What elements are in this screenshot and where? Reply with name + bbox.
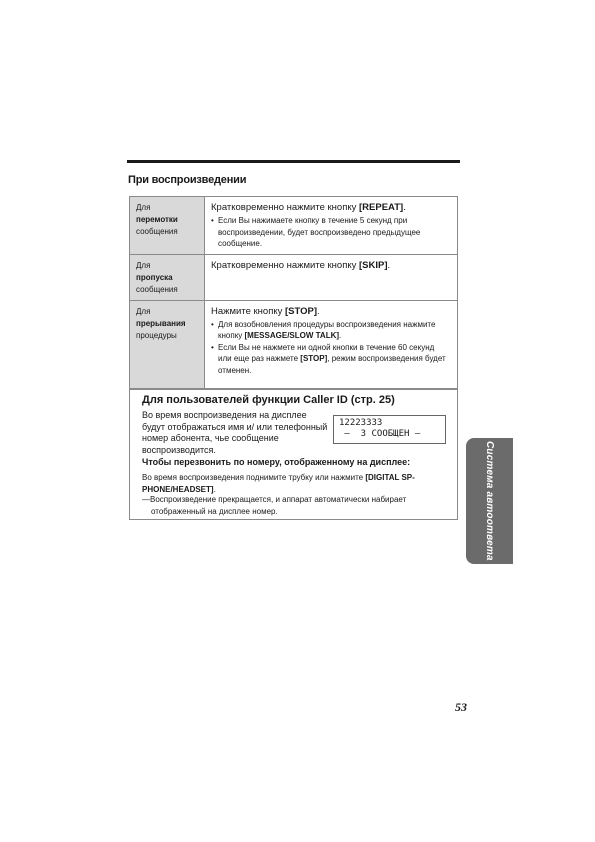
note-suffix: . bbox=[339, 331, 342, 340]
page-number: 53 bbox=[455, 700, 467, 714]
label-action: перемотки bbox=[136, 215, 178, 224]
callback-step-1 bbox=[142, 472, 447, 495]
row-instructions bbox=[205, 255, 457, 300]
note-text: Если Вы не нажмете ни одной кнопки в течение 60 секунд или еще раз нажмете bbox=[218, 342, 435, 363]
key-digital-sp-phone: [DIGITAL SP-PHONE/HEADSET] bbox=[142, 473, 415, 494]
key-repeat: [REPEAT] bbox=[359, 202, 404, 213]
label-action: пропуска bbox=[136, 272, 173, 282]
step-text: Во время воспроизведения поднимите трубку или нажмите bbox=[142, 473, 366, 482]
chapter-side-tab bbox=[466, 438, 513, 564]
label-top: Для bbox=[136, 203, 151, 212]
label-bottom: процедуры bbox=[136, 330, 177, 340]
label-top: Для bbox=[136, 260, 151, 270]
row-label bbox=[130, 197, 205, 254]
lcd-display bbox=[333, 415, 446, 444]
step-suffix: . bbox=[213, 484, 216, 494]
section-title: При воспроизведении bbox=[128, 174, 247, 186]
note-list bbox=[211, 215, 449, 250]
callback-step-2: —Воспроизведение прекращается, и аппарат автоматически набирает отображенный на дисплее номер. bbox=[142, 495, 407, 516]
table-row bbox=[130, 255, 457, 301]
row-label bbox=[130, 255, 205, 300]
main-instruction bbox=[211, 259, 449, 272]
label-bottom: сообщения bbox=[136, 284, 178, 294]
instruction-suffix: . bbox=[317, 305, 320, 317]
label-bottom: сообщения bbox=[136, 227, 178, 236]
key-stop: [STOP] bbox=[300, 354, 328, 363]
note-item: • Если Вы нажимаете кнопку в течение 5 секунд при воспроизведении, будет воспроизведено предыдущее сообщение. bbox=[211, 215, 449, 250]
note-suffix: , режим воспроизведения будет отменен. bbox=[218, 354, 446, 375]
main-instruction bbox=[211, 305, 449, 318]
instruction-text: Кратковременно нажмите кнопку bbox=[211, 259, 360, 271]
instruction-suffix: . bbox=[387, 259, 391, 271]
caller-id-description: Во время воспроизведения на дисплее будут отображаться имя и/ или телефонный номер абонента, чье сообщение воспроизводится. bbox=[142, 410, 328, 455]
row-instructions bbox=[205, 301, 457, 389]
row-instructions bbox=[205, 197, 457, 254]
instruction-suffix: . bbox=[403, 202, 406, 213]
key-message-slow-talk: [MESSAGE/SLOW TALK] bbox=[244, 331, 340, 340]
note-text: Для возобновления процедуры воспроизведения нажмите кнопку bbox=[218, 319, 436, 340]
note-list bbox=[211, 319, 449, 377]
table-row bbox=[130, 301, 457, 389]
section-rule bbox=[127, 160, 460, 163]
instruction-text: Кратковременно нажмите кнопку bbox=[211, 202, 360, 213]
lcd-line-2: – 3 СООБЩЕН – bbox=[339, 429, 421, 439]
lcd-line-1: 12223333 bbox=[339, 418, 383, 428]
playback-controls-table bbox=[129, 196, 458, 389]
row-label bbox=[130, 301, 205, 389]
note-item bbox=[211, 319, 449, 342]
table-row bbox=[130, 197, 457, 255]
key-stop: [STOP] bbox=[285, 305, 318, 317]
note-item bbox=[211, 342, 449, 377]
chapter-tab-label: Система автоответа bbox=[484, 441, 495, 561]
callback-subtitle: Чтобы перезвонить по номеру, отображенному на дисплее: bbox=[142, 457, 411, 467]
label-action: прерывания bbox=[136, 318, 186, 328]
caller-id-box bbox=[129, 389, 458, 520]
instruction-text: Нажмите кнопку bbox=[211, 305, 285, 317]
caller-id-title: Для пользователей функции Caller ID (стр. 25) bbox=[142, 394, 395, 406]
key-skip: [SKIP] bbox=[359, 259, 388, 271]
label-top: Для bbox=[136, 306, 151, 316]
main-instruction bbox=[211, 201, 449, 214]
